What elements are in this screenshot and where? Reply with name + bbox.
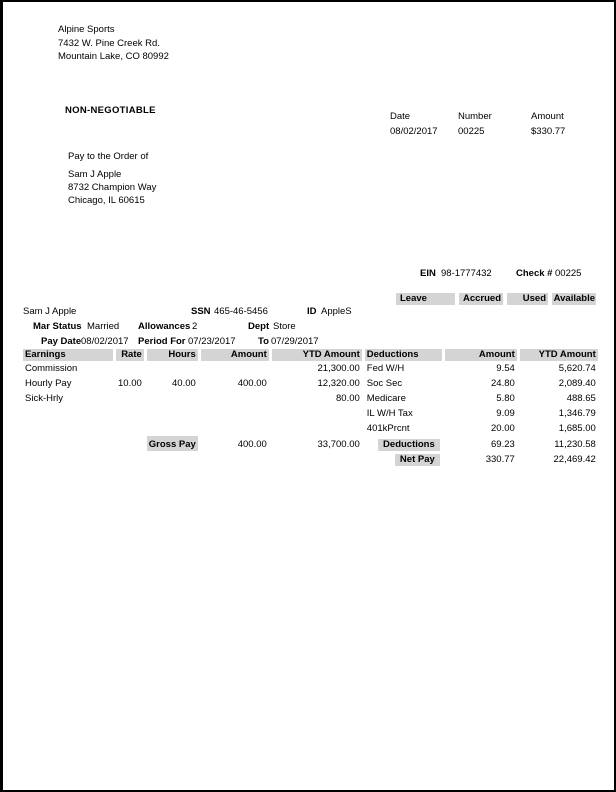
- amount-cell: [201, 361, 269, 376]
- company-address-line1: 7432 W. Pine Creek Rd.: [58, 37, 160, 49]
- check-header-values: [3, 126, 614, 138]
- dept-value: Store: [273, 321, 296, 332]
- pay-date-value: 08/02/2017: [81, 336, 129, 347]
- ytd-amount-cell: 12,320.00: [317, 378, 360, 389]
- hours-header: Hours: [147, 349, 198, 361]
- check-number-label: Number: [458, 111, 492, 122]
- period-to-label: To: [258, 336, 269, 347]
- pay-to-label: Pay to the Order of: [68, 151, 149, 162]
- check-no-value: 00225: [555, 268, 582, 279]
- earning-name-cell: Hourly Pay: [25, 378, 72, 389]
- amount-header: Amount: [201, 349, 269, 361]
- check-no-label: Check #: [516, 268, 553, 279]
- earnings-header: Earnings: [23, 349, 113, 361]
- employee-identity-row: [3, 306, 614, 318]
- net-pay-row: [23, 451, 598, 466]
- total-deductions-amount: 69.23: [491, 439, 515, 450]
- company-address-block: [58, 23, 169, 64]
- ytd-amount-cell: [272, 421, 362, 436]
- amount-cell: [201, 421, 269, 436]
- check-number-value: 00225: [458, 126, 485, 137]
- deduction-amount-cell: 20.00: [491, 423, 515, 434]
- table-row: [23, 406, 598, 421]
- deduction-amount-cell: 24.80: [491, 378, 515, 389]
- check-date-label: Date: [390, 111, 411, 122]
- employee-status-row: [3, 321, 614, 333]
- deduction-ytd-cell: 488.65: [566, 393, 596, 404]
- deduction-name-cell: IL W/H Tax: [366, 408, 413, 419]
- company-name: Alpine Sports: [58, 24, 115, 35]
- hours-cell: [147, 391, 198, 406]
- earning-name-cell: Commission: [25, 363, 78, 374]
- ein-value: 98-1777432: [441, 268, 492, 279]
- rate-cell: 10.00: [118, 378, 142, 389]
- deduction-amount-cell: 5.80: [496, 393, 515, 404]
- deduction-ytd-cell: 1,346.79: [558, 408, 596, 419]
- table-row: [23, 361, 598, 376]
- rate-cell: [116, 406, 144, 421]
- deduction-name-cell: Medicare: [366, 393, 406, 404]
- payee-name: Sam J Apple: [68, 169, 122, 180]
- deduction-ytd-cell: 5,620.74: [558, 363, 596, 374]
- table-row: [23, 421, 598, 436]
- pay-date-label: Pay Date: [41, 336, 82, 347]
- ein-label: EIN: [420, 268, 436, 279]
- net-pay-label-cell: [365, 451, 442, 466]
- payee-address-block: [68, 168, 156, 207]
- pay-period-row: [3, 336, 614, 348]
- employee-name: Sam J Apple: [23, 306, 77, 317]
- deduction-ytd-cell: 2,089.40: [558, 378, 596, 389]
- employee-id-label: ID: [307, 306, 317, 317]
- net-pay-ytd: 22,469.42: [553, 454, 596, 465]
- leave-available-label: Available: [553, 293, 595, 304]
- table-header-row: [23, 349, 598, 361]
- ssn-label: SSN: [191, 306, 211, 317]
- employee-id-value: AppleS: [321, 306, 352, 317]
- hours-cell: 40.00: [172, 378, 196, 389]
- hours-cell: [147, 406, 198, 421]
- table-row: [23, 376, 598, 391]
- leave-summary-header: [3, 293, 614, 305]
- rate-header: Rate: [116, 349, 144, 361]
- gross-pay-label: Gross Pay: [147, 436, 198, 451]
- deduction-ytd-cell: 1,685.00: [558, 423, 596, 434]
- earnings-deductions-table: [20, 349, 601, 466]
- hours-cell: [147, 421, 198, 436]
- check-amount-label: Amount: [531, 111, 564, 122]
- ssn-value: 465-46-5456: [214, 306, 268, 317]
- total-deductions-label: Deductions: [378, 439, 440, 451]
- period-for-label: Period For: [138, 336, 186, 347]
- allowances-value: 2: [192, 321, 198, 332]
- hours-cell: [147, 361, 198, 376]
- leave-accrued-label: Accrued: [459, 293, 503, 305]
- net-pay-label: Net Pay: [395, 454, 440, 466]
- total-deductions-label-cell: [365, 436, 442, 451]
- ytd-amount-cell: 21,300.00: [317, 363, 360, 374]
- mar-status-value: Married: [87, 321, 120, 332]
- payee-address-line1: 8732 Champion Way: [68, 182, 157, 193]
- amount-cell: 400.00: [237, 378, 267, 389]
- net-pay-amount: 330.77: [485, 454, 515, 465]
- ytd-amount-cell: [272, 406, 362, 421]
- company-address-line2: Mountain Lake, CO 80992: [58, 51, 169, 62]
- amount-cell: [201, 406, 269, 421]
- earning-name-cell: [23, 406, 113, 421]
- payee-address-line2: Chicago, IL 60615: [68, 195, 145, 206]
- ein-check-row: [3, 268, 614, 280]
- rate-cell: [116, 421, 144, 436]
- rate-cell: [116, 361, 144, 376]
- check-amount-value: $330.77: [531, 126, 566, 137]
- deduction-amount-cell: 9.09: [496, 408, 515, 419]
- dept-label: Dept: [248, 321, 270, 332]
- non-negotiable-label: NON-NEGOTIABLE: [65, 105, 156, 116]
- deduction-name-cell: Soc Sec: [366, 378, 403, 389]
- deduction-amount-header: Amount: [445, 349, 517, 361]
- earning-name-cell: [23, 421, 113, 436]
- period-end-value: 07/29/2017: [271, 336, 319, 347]
- deduction-ytd-header: YTD Amount: [520, 349, 598, 361]
- allowances-label: Allowances: [138, 321, 191, 332]
- earning-name-cell: Sick-Hrly: [25, 393, 63, 404]
- deduction-amount-cell: 9.54: [496, 363, 515, 374]
- rate-cell: [116, 391, 144, 406]
- total-deductions-ytd: 11,230.58: [554, 439, 596, 450]
- gross-pay-amount: 400.00: [237, 439, 267, 450]
- check-date-value: 08/02/2017: [390, 126, 438, 137]
- gross-pay-row: [23, 436, 598, 451]
- deduction-name-cell: Fed W/H: [366, 363, 405, 374]
- table-row: [23, 391, 598, 406]
- check-header-labels: [3, 111, 614, 123]
- ytd-amount-cell: 80.00: [336, 393, 360, 404]
- ytd-amount-header: YTD Amount: [272, 349, 362, 361]
- amount-cell: [201, 391, 269, 406]
- period-start-value: 07/23/2017: [188, 336, 236, 347]
- gross-pay-ytd: 33,700.00: [317, 439, 360, 450]
- deduction-name-cell: 401kPrcnt: [366, 423, 410, 434]
- mar-status-label: Mar Status: [33, 321, 82, 332]
- deductions-header: Deductions: [365, 349, 442, 361]
- leave-label: Leave: [396, 293, 455, 305]
- leave-used-label: Used: [507, 293, 548, 305]
